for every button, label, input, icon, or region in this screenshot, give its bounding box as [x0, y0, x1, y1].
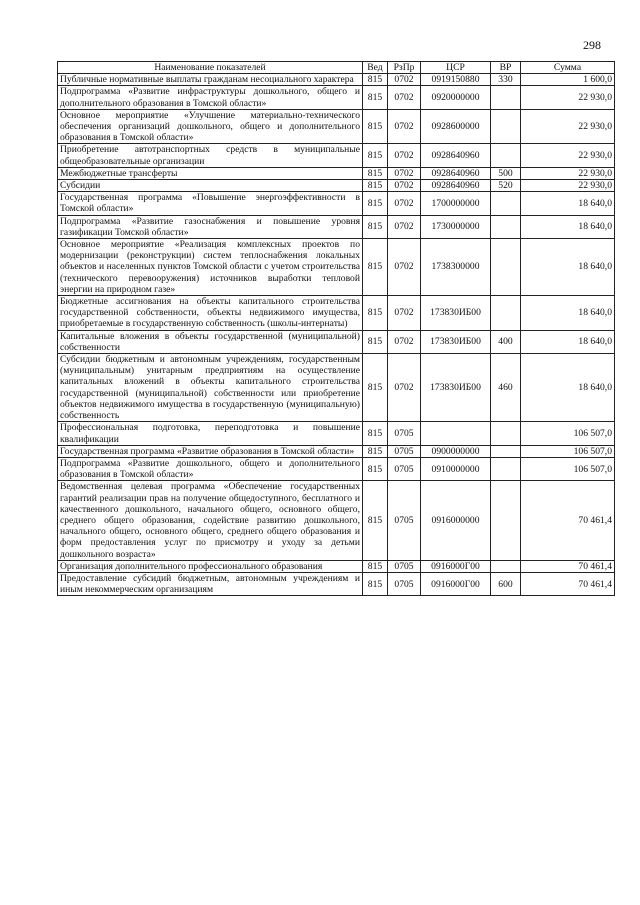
cell-name: Капитальные вложения в объекты государственной (муниципальной) собственности — [58, 330, 363, 353]
cell-name: Субсидии — [58, 180, 363, 192]
table-row — [58, 144, 615, 167]
cell-name: Публичные нормативные выплаты гражданам несоциального характера — [58, 74, 363, 86]
cell-ved: 815 — [363, 572, 388, 595]
cell-rzpr: 0702 — [388, 296, 421, 331]
cell-rzpr: 0705 — [388, 572, 421, 595]
table-row — [58, 86, 615, 109]
column-header-vr: ВР — [491, 62, 521, 74]
column-header-csr: ЦСР — [421, 62, 491, 74]
column-header-sum: Сумма — [521, 62, 615, 74]
table-row — [58, 239, 615, 296]
cell-name: Подпрограмма «Развитие дошкольного, общего и дополнительного образования в Томской области» — [58, 457, 363, 480]
cell-ved: 815 — [363, 192, 388, 215]
cell-ved: 815 — [363, 296, 388, 331]
cell-ved: 815 — [363, 167, 388, 179]
cell-csr: 0916000000 — [421, 481, 491, 560]
cell-rzpr: 0702 — [388, 167, 421, 179]
table-row — [58, 180, 615, 192]
cell-ved: 815 — [363, 86, 388, 109]
cell-csr: 173830ИБ00 — [421, 330, 491, 353]
cell-sum: 106 507,0 — [521, 457, 615, 480]
cell-ved: 815 — [363, 330, 388, 353]
cell-csr: 173830ИБ00 — [421, 354, 491, 422]
cell-csr: 1700000000 — [421, 192, 491, 215]
cell-name: Государственная программа «Повышение энергоэффективности в Томской области» — [58, 192, 363, 215]
cell-ved: 815 — [363, 560, 388, 572]
cell-csr: 173830ИБ00 — [421, 296, 491, 331]
cell-ved: 815 — [363, 144, 388, 167]
cell-name: Организация дополнительного профессионального образования — [58, 560, 363, 572]
cell-name: Приобретение автотранспортных средств в муниципальные общеобразовательные организации — [58, 144, 363, 167]
cell-sum: 18 640,0 — [521, 215, 615, 238]
cell-sum: 1 600,0 — [521, 74, 615, 86]
cell-csr: 0919150880 — [421, 74, 491, 86]
cell-vr — [491, 239, 521, 296]
cell-vr: 330 — [491, 74, 521, 86]
cell-rzpr: 0702 — [388, 239, 421, 296]
cell-rzpr: 0705 — [388, 457, 421, 480]
cell-sum: 106 507,0 — [521, 422, 615, 445]
cell-vr — [491, 481, 521, 560]
cell-ved: 815 — [363, 422, 388, 445]
cell-sum: 70 461,4 — [521, 572, 615, 595]
table-row — [58, 330, 615, 353]
cell-rzpr: 0702 — [388, 354, 421, 422]
cell-csr: 0928600000 — [421, 109, 491, 144]
cell-name: Профессиональная подготовка, переподготовка и повышение квалификации — [58, 422, 363, 445]
cell-name: Основное мероприятие «Реализация комплексных проектов по модернизации (реконструкции) систем теплоснабжения локальных объектов и населенных пунктов Томской области с учетом строительства (технического перевооружения) источников выработки тепловой энергии на природном газе» — [58, 239, 363, 296]
cell-ved: 815 — [363, 457, 388, 480]
cell-ved: 815 — [363, 109, 388, 144]
cell-name: Подпрограмма «Развитие инфраструктуры дошкольного, общего и дополнительного образования в Томской области» — [58, 86, 363, 109]
cell-csr: 0920000000 — [421, 86, 491, 109]
cell-vr — [491, 296, 521, 331]
cell-csr: 0928640960 — [421, 167, 491, 179]
cell-sum: 70 461,4 — [521, 560, 615, 572]
cell-rzpr: 0702 — [388, 215, 421, 238]
cell-name: Основное мероприятие «Улучшение материально-технического обеспечения организаций дошкольного, общего и дополнительного образования в Томской области» — [58, 109, 363, 144]
table-row — [58, 445, 615, 457]
cell-sum: 22 930,0 — [521, 86, 615, 109]
cell-ved: 815 — [363, 481, 388, 560]
cell-name: Субсидии бюджетным и автономным учреждениям, государственным (муниципальным) унитарным предприятиям на осуществление капитальных вложений в объекты капитального строительства государственной (муниципальной) собственности или приобретение объектов недвижимого имущества в государственную (муниципальную) собственность — [58, 354, 363, 422]
cell-csr — [421, 422, 491, 445]
cell-sum: 22 930,0 — [521, 109, 615, 144]
cell-vr — [491, 560, 521, 572]
table-row — [58, 109, 615, 144]
cell-rzpr: 0702 — [388, 109, 421, 144]
budget-table — [57, 61, 615, 596]
column-header-ved: Вед — [363, 62, 388, 74]
cell-sum: 18 640,0 — [521, 354, 615, 422]
column-header-name: Наименование показателей — [58, 62, 363, 74]
cell-vr: 460 — [491, 354, 521, 422]
cell-sum: 18 640,0 — [521, 296, 615, 331]
cell-vr — [491, 192, 521, 215]
column-header-rzpr: РзПр — [388, 62, 421, 74]
cell-name: Ведомственная целевая программа «Обеспечение государственных гарантий реализации прав на получение общедоступного, бесплатного и качественного дошкольного, начального общего, основного общего, среднего общего образования, содействие развитию дошкольного, начального общего, основного общего, среднего общего образования и форм предоставления услуг по присмотру и уходу за детьми дошкольного возраста» — [58, 481, 363, 560]
cell-csr: 0900000000 — [421, 445, 491, 457]
cell-vr: 400 — [491, 330, 521, 353]
cell-sum: 18 640,0 — [521, 239, 615, 296]
cell-ved: 815 — [363, 239, 388, 296]
cell-rzpr: 0702 — [388, 86, 421, 109]
table-row — [58, 167, 615, 179]
cell-name: Подпрограмма «Развитие газоснабжения и повышение уровня газификации Томской области» — [58, 215, 363, 238]
cell-ved: 815 — [363, 74, 388, 86]
table-header-row — [58, 62, 615, 74]
cell-name: Предоставление субсидий бюджетным, автономным учреждениям и иным некоммерческим организациям — [58, 572, 363, 595]
table-row — [58, 422, 615, 445]
table-row — [58, 560, 615, 572]
cell-csr: 0916000Г00 — [421, 560, 491, 572]
page-number: 298 — [583, 38, 601, 52]
cell-vr — [491, 109, 521, 144]
cell-name: Бюджетные ассигнования на объекты капитального строительства государственной собственности, объекты недвижимого имущества, приобретаемые в государственную собственность (школы-интернаты) — [58, 296, 363, 331]
cell-vr: 520 — [491, 180, 521, 192]
cell-sum: 18 640,0 — [521, 330, 615, 353]
cell-vr: 600 — [491, 572, 521, 595]
cell-ved: 815 — [363, 445, 388, 457]
cell-csr: 1730000000 — [421, 215, 491, 238]
cell-sum: 22 930,0 — [521, 167, 615, 179]
cell-vr — [491, 215, 521, 238]
cell-sum: 106 507,0 — [521, 445, 615, 457]
cell-sum: 22 930,0 — [521, 144, 615, 167]
cell-rzpr: 0702 — [388, 74, 421, 86]
cell-name: Межбюджетные трансферты — [58, 167, 363, 179]
cell-vr — [491, 86, 521, 109]
cell-rzpr: 0702 — [388, 180, 421, 192]
table-row — [58, 192, 615, 215]
cell-csr: 0928640960 — [421, 180, 491, 192]
cell-ved: 815 — [363, 180, 388, 192]
cell-name: Государственная программа «Развитие образования в Томской области» — [58, 445, 363, 457]
cell-csr: 1738300000 — [421, 239, 491, 296]
cell-rzpr: 0702 — [388, 330, 421, 353]
cell-rzpr: 0702 — [388, 192, 421, 215]
cell-ved: 815 — [363, 215, 388, 238]
cell-rzpr: 0705 — [388, 422, 421, 445]
cell-rzpr: 0705 — [388, 481, 421, 560]
cell-ved: 815 — [363, 354, 388, 422]
table-row — [58, 572, 615, 595]
table-row — [58, 354, 615, 422]
cell-sum: 70 461,4 — [521, 481, 615, 560]
cell-vr — [491, 144, 521, 167]
cell-vr — [491, 457, 521, 480]
table-row — [58, 215, 615, 238]
table-row — [58, 457, 615, 480]
cell-sum: 22 930,0 — [521, 180, 615, 192]
table-row — [58, 296, 615, 331]
cell-rzpr: 0702 — [388, 144, 421, 167]
cell-rzpr: 0705 — [388, 560, 421, 572]
cell-sum: 18 640,0 — [521, 192, 615, 215]
table-row — [58, 74, 615, 86]
cell-csr: 0928640960 — [421, 144, 491, 167]
table-row — [58, 481, 615, 560]
cell-rzpr: 0705 — [388, 445, 421, 457]
cell-vr — [491, 445, 521, 457]
cell-vr: 500 — [491, 167, 521, 179]
cell-csr: 0916000Г00 — [421, 572, 491, 595]
cell-vr — [491, 422, 521, 445]
cell-csr: 0910000000 — [421, 457, 491, 480]
